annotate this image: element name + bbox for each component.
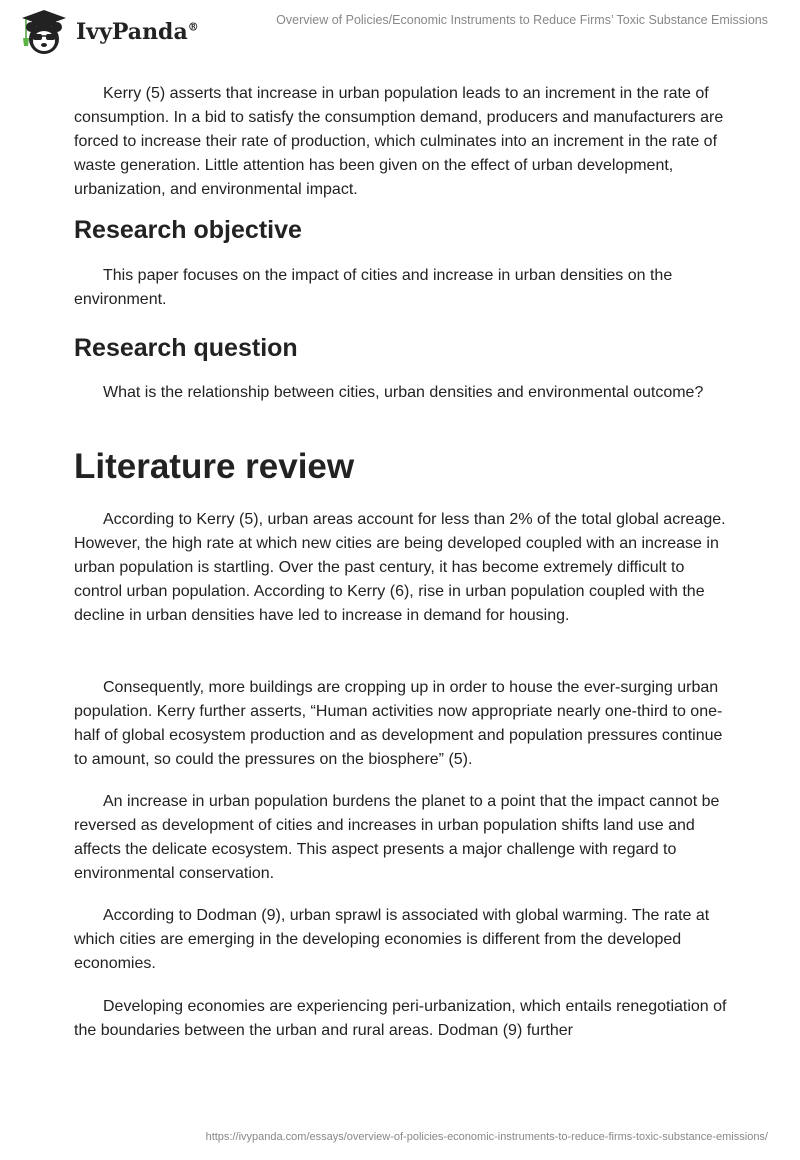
ivypanda-logo[interactable] [18, 8, 199, 56]
footer-url-link[interactable]: https://ivypanda.com/essays/overview-of-policies-economic-instruments-to-reduce-firms-toxic-substance-emissions/ [205, 1131, 768, 1143]
paragraph: Developing economies are experiencing peri-urbanization, which entails renegotiation of the boundaries between the urban and rural areas. Dodman (9) further [74, 998, 727, 1039]
paragraph: An increase in urban population burdens the planet to a point that the impact cannot be reversed as development of cities and increases in urban population shifts land use and affects the delicate ecosystem. This aspect presents a major challenge with regard to environmental conservation. [74, 793, 720, 882]
logo-wordmark: IvyPanda® [76, 19, 199, 45]
heading-research-objective: Research objective [74, 216, 302, 244]
paragraph: According to Dodman (9), urban sprawl is associated with global warming. The rate at which cities are emerging in the developing economies is different from the developed economies. [74, 907, 710, 972]
paragraph: What is the relationship between cities, urban densities and environmental outcome? [103, 384, 704, 401]
heading-literature-review: Literature review [74, 447, 355, 486]
heading-research-question: Research question [74, 334, 298, 362]
paragraph: Kerry (5) asserts that increase in urban population leads to an increment in the rate of consumption. In a bid to satisfy the consumption demand, producers and manufacturers are forced to increase their rate of production, which culminates into an increment in the rate of waste generation. Little attention has been given on the effect of urban development, urbanization, and environmental impact. [74, 85, 724, 198]
paragraph: Consequently, more buildings are cropping up in order to house the ever-surging urban population. Kerry further asserts, “Human activities now appropriate nearly one-third to one-half of global ecosystem production and as development and population pressures continue to amount, so could the pressures on the biosphere” (5). [74, 679, 723, 768]
paragraph: According to Kerry (5), urban areas account for less than 2% of the total global acreage. However, the high rate at which new cities are being developed coupled with an increase in urban population is startling. Over the past century, it has become extremely difficult to control urban population. According to Kerry (6), rise in urban population coupled with the decline in urban densities have led to increase in demand for housing. [74, 511, 726, 624]
document-title: Overview of Policies/Economic Instruments to Reduce Firms’ Toxic Substance Emissions [276, 13, 768, 27]
paragraph: This paper focuses on the impact of cities and increase in urban densities on the environment. [74, 267, 673, 308]
panda-logo-icon [18, 8, 70, 56]
